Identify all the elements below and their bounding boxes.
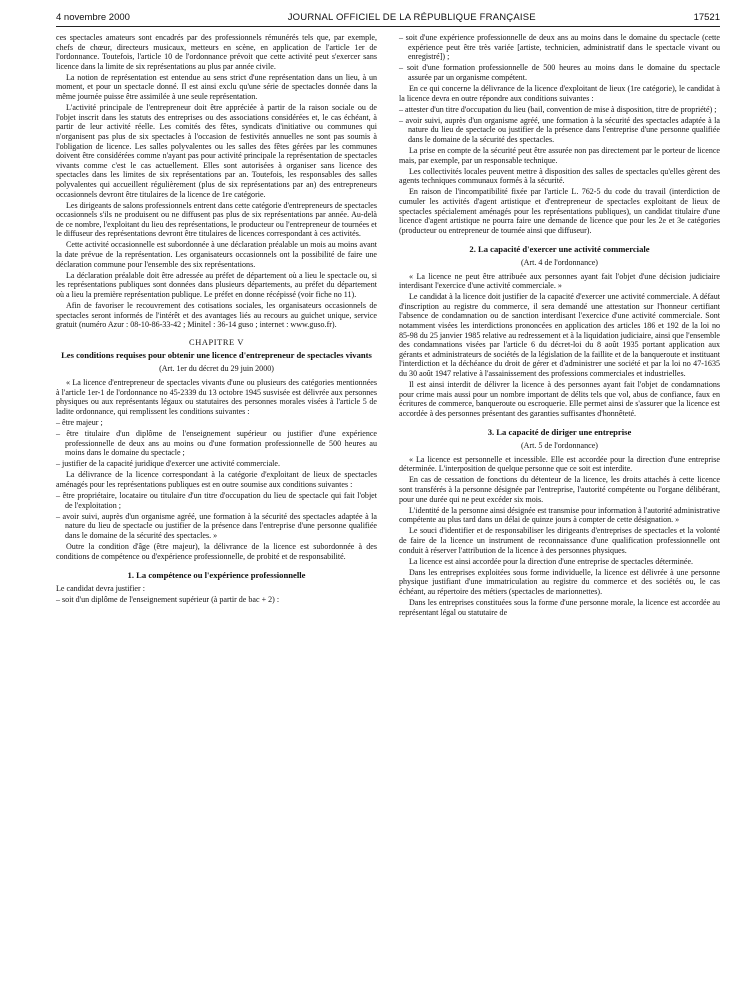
paragraph: La déclaration préalable doit être adressée au préfet de département où a lieu le spectacle ou, si les représentations publiques sont données dans plusieurs départements, au préfet du département où a lieu la première représentation publique. Le préfet en donne récépissé (voir fiche no 11). — [56, 270, 377, 299]
header-date: 4 novembre 2000 — [56, 12, 130, 23]
right-column — [399, 33, 720, 619]
paragraph: Afin de favoriser le recouvrement des cotisations sociales, les organisateurs occasionnels de spectacles seront informés de l'intérêt et des avantages liés au recours au guichet unique, service gratuit (numéro Azur : 08-10-86-33-42 ; Minitel : 36-14 guso ; internet : www.guso.fr). — [56, 301, 377, 330]
chapter-title: Les conditions requises pour obtenir une licence d'entrepreneur de spectacles vivants — [61, 350, 372, 361]
paragraph: Il est ainsi interdit de délivrer la licence à des personnes ayant fait l'objet de condamnations pour crime mais aussi pour un nombre important de délits tels que vol, abus de confiance, faux en écritures de commerce, banqueroute ou escroquerie. Elle permet ainsi de s'assurer que la licence est accordée à des personnes présentant des garanties suffisantes d'honnêteté. — [399, 380, 720, 418]
paragraph: « La licence d'entrepreneur de spectacles vivants d'une ou plusieurs des catégories mentionnées à l'article 1er-1 de l'ordonnance no 45-2339 du 13 octobre 1945 susvisée est délivrée aux personnes physiques ou aux représentants légaux ou statutaires des personnes morales visées à l'article 5 de ladite ordonnance, qui remplissent les conditions suivantes : — [56, 378, 377, 416]
list-item: – justifier de la capacité juridique d'exercer une activité commerciale. — [56, 459, 280, 469]
section-heading: 2. La capacité d'exercer une activité commerciale — [469, 244, 650, 255]
section-heading: 1. La compétence ou l'expérience professionnelle — [127, 570, 306, 581]
list-item: – avoir suivi, auprès d'un organisme agréé, une formation à la sécurité des spectacles adaptée à la nature du lieu de spectacle ou justifier de la présence dans l'entreprise d'une personne qualifiée dans le domaine de la sécurité des spectacles. — [399, 115, 720, 144]
list-item: – soit d'un diplôme de l'enseignement supérieur (à partir de bac + 2) : — [56, 594, 280, 604]
list-item: – soit d'une expérience professionnelle de deux ans au moins dans le domaine du spectacle (cette expérience peut être très variée [artiste, technicien, administratif dans le spectacle vivant ou enregistré]) ; — [399, 33, 720, 62]
chapter-article-ref: (Art. 1er du décret du 29 juin 2000) — [159, 364, 274, 374]
left-column — [56, 33, 377, 619]
section-heading: 3. La capacité de diriger une entreprise — [487, 427, 632, 438]
paragraph: En raison de l'incompatibilité fixée par l'article L. 762-5 du code du travail (interdiction de cumuler les activités d'agent artistique et d'entrepreneur de spectacles exploitant de lieux de spectacles spécialement aménagés pour les représentations publiques), un candidat titulaire d'une licence d'agent artistique ne pourra faire une demande de licence que pour les 2e et 3e catégories (producteur ou entrepreneur de tournée ainsi que diffuseur). — [399, 187, 720, 235]
list-item: – avoir suivi, auprès d'un organisme agréé, une formation à la sécurité des spectacles adaptée à la nature du lieu de spectacle ou justifier de la présence dans l'entreprise d'une personne qualifiée dans le domaine de la sécurité des spectacles. » — [56, 511, 377, 540]
paragraph: Dans les entreprises exploitées sous forme individuelle, la licence est délivrée à une personne physique justifiant d'une immatriculation au registre du commerce et des sociétés ou, le cas échéant, au répertoire des métiers (spectacles de marionnettes). — [399, 567, 720, 596]
paragraph: Le candidat devra justifier : — [56, 583, 145, 593]
paragraph: Les collectivités locales peuvent mettre à disposition des salles de spectacles qu'elles gèrent des agents techniques communaux formés à la sécurité. — [399, 166, 720, 186]
list-item: – être majeur ; — [56, 417, 103, 427]
list-item: – attester d'un titre d'occupation du lieu (bail, convention de mise à disposition, titre de propriété) ; — [399, 104, 717, 114]
section-article-ref: (Art. 4 de l'ordonnance) — [521, 257, 598, 267]
paragraph: En cas de cessation de fonctions du détenteur de la licence, les droits attachés à cette licence sont transférés à la personne désignée par l'entreprise, l'autorité compétente ou l'organe délibérant, pour une durée qui ne peut excéder six mois. — [399, 475, 720, 504]
paragraph: La notion de représentation est entendue au sens strict d'une représentation dans un lieu, à un moment, et pour un spectacle donné. Il est ainsi exclu qu'une série de spectacles donnée dans la même journée puisse être assimilée à une seule représentation. — [56, 72, 377, 102]
paragraph: La prise en compte de la sécurité peut être assurée non pas directement par le porteur de licence mais, par exemple, par un responsable technique. — [399, 146, 720, 165]
section-article-ref: (Art. 5 de l'ordonnance) — [521, 441, 598, 451]
paragraph: La licence est ainsi accordée pour la direction d'une entreprise de spectacles déterminée. — [409, 556, 694, 566]
journal-title: JOURNAL OFFICIEL DE LA RÉPUBLIQUE FRANÇAISE — [287, 12, 536, 23]
paragraph: L'activité principale de l'entrepreneur doit être appréciée à partir de la raison sociale ou de l'objet inscrit dans les statuts des entreprises ou des associations considérées et, le cas échéant, à partir de leur activité réelle. Les comités des fêtes, syndicats d'initiative ou communes qui n'organisent pas plus de six spectacles à l'occasion de festivités annuelles ne sont pas soumis à l'obligation de licence. Les salles polyvalentes ou les salles des fêtes gérées par les communes doivent être considérées comme n'ayant pas pour activité principale la représentation de spectacles vivants comme c'est le cas actuellement. Elles sont autorisées à organiser sans licence des spectacles dans les limites de six représentations par an. Toutefois, les responsables des salles polyvalentes qui accueillent régulièrement (plus de six représentations par an) des entrepreneurs occasionnels devront être titulaires de la licence de 1re catégorie. — [56, 103, 377, 199]
list-item: – être propriétaire, locataire ou titulaire d'un titre d'occupation du lieu de spectacle qui fait l'objet de l'exploitation ; — [56, 491, 377, 510]
paragraph: Cette activité occasionnelle est subordonnée à une déclaration préalable un mois au moins avant la date prévue de la représentation. Les organisateurs occasionnels ont la possibilité de faire une déclaration commune pour l'ensemble des six représentations. — [56, 240, 377, 269]
text-columns — [56, 33, 720, 619]
paragraph: Le souci d'identifier et de responsabiliser les dirigeants d'entreprises de spectacles et la volonté de faire de la licence un instrument de reconnaissance d'une qualification professionnelle ont conduit à réserver l'attribution de la licence à des personnes physiques. — [399, 526, 720, 555]
paragraph: Outre la condition d'âge (être majeur), la délivrance de la licence est subordonnée à des conditions de compétence ou d'expérience professionnelle, de probité et de responsabilité. — [56, 542, 377, 561]
list-item: – soit d'une formation professionnelle de 500 heures au moins dans le domaine du spectacle assurée par un organisme compétent. — [399, 63, 720, 82]
paragraph: Le candidat à la licence doit justifier de la capacité d'exercer une activité commerciale. A défaut d'inscription au registre du commerce, il sera demandé une attestation sur l'honneur certifiant l'absence de condamnation ou de sanction interdisant l'exercice d'une activité commerciale. Sont notamment visées les interdictions prononcées en application des articles 186 et 192 de la loi no 85-98 du 25 janvier 1985 relative au redressement et à la liquidation judiciaire, ainsi que l'ensemble des condamnations visées par l'article 6 du décret-loi du 8 août 1935 portant application aux gérants et administrateurs de sociétés de la législation de la faillite et de la banqueroute et instituant l'interdiction et la déchéance du droit de gérer et d'administrer une société et par la loi no 47-1635 du 30 août 1947 relative à l'assainissement des professions commerciales et industrielles. — [399, 292, 720, 378]
paragraph: Dans les entreprises constituées sous la forme d'une personne morale, la licence est accordée au représentant légal ou statutaire de — [399, 597, 720, 617]
list-item: – être titulaire d'un diplôme de l'enseignement supérieur ou justifier d'une expérience professionnelle de deux ans au moins ou d'une formation professionnelle de 500 heures au moins dans le domaine du spectacle ; — [56, 428, 377, 458]
chapter-heading: CHAPITRE V — [189, 337, 244, 347]
page-number: 17521 — [693, 12, 720, 23]
paragraph: « La licence est personnelle et incessible. Elle est accordée pour la direction d'une entreprise déterminée. L'interposition de quelque personne que ce soit est interdite. — [399, 454, 720, 474]
paragraph: La délivrance de la licence correspondant à la catégorie d'exploitant de lieux de spectacles aménagés pour les représentations publiques est en outre soumise aux conditions suivantes : — [56, 470, 377, 489]
page-header — [56, 12, 720, 27]
paragraph: ces spectacles amateurs sont encadrés par des professionnels rémunérés tels que, par exemple, chefs de chœur, directeurs musicaux, metteurs en scène, en application de l'article 1er de l'ordonnance. Toutefois, l'article 10 de l'ordonnance prévoit que cette activité peut s'exercer sans licence dans la limite de six représentations au plus par année civile. — [56, 33, 377, 71]
paragraph: « La licence ne peut être attribuée aux personnes ayant fait l'objet d'une décision judiciaire interdisant l'exercice d'une activité commerciale. » — [399, 271, 720, 291]
paragraph: En ce qui concerne la délivrance de la licence d'exploitant de lieux (1re catégorie), le candidat à la licence devra en outre répondre aux conditions suivantes : — [399, 83, 720, 103]
paragraph: Les dirigeants de salons professionnels entrent dans cette catégorie d'entrepreneurs de spectacles occasionnels s'ils ne produisent ou ne diffusent pas plus de six représentations par année. Au-delà de ce nombre, l'exploitant du lieu des représentations, le producteur ou l'entrepreneur de tournées et le diffuseur des représentations devront être titulaires de licences correspondant à ces activités. — [56, 200, 377, 239]
paragraph: L'identité de la personne ainsi désignée est transmise pour information à l'autorité administrative compétente au plus tard dans un délai de quinze jours à compter de cette désignation. » — [399, 505, 720, 525]
